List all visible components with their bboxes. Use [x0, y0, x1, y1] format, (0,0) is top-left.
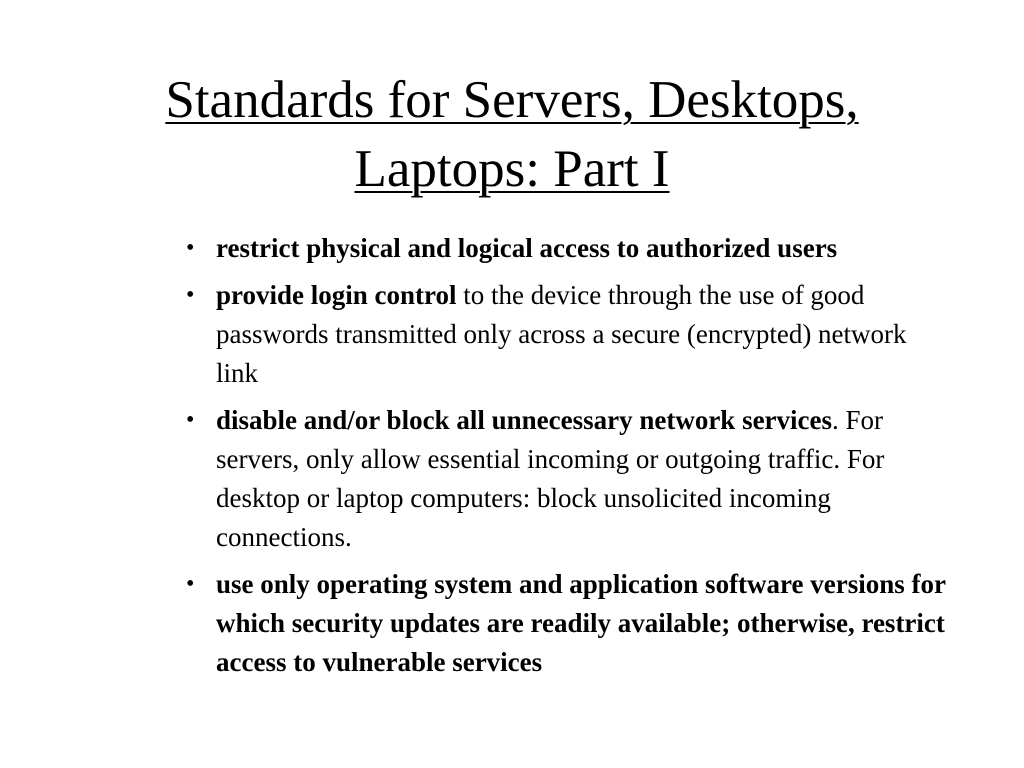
bullet-item	[186, 276, 946, 393]
bullet-bold-text: provide login control	[216, 280, 457, 310]
bullet-dot-icon: •	[186, 571, 195, 597]
slide-title	[60, 66, 964, 204]
slide-title-line-1: Standards for Servers, Desktops,	[165, 71, 859, 129]
bullet-text: to the device through the use of good passwords transmitted only across a secure (encrypted) network link	[216, 280, 907, 388]
bullet-dot-icon: •	[186, 235, 195, 261]
bullet-item	[186, 229, 946, 268]
bullet-item	[186, 401, 946, 557]
bullet-bold-text: disable and/or block all unnecessary network services	[216, 405, 833, 435]
bullet-dot-icon: •	[186, 407, 195, 433]
bullet-bold-text: restrict physical and logical access to authorized users	[216, 233, 838, 263]
bullet-text: . For servers, only allow essential incoming or outgoing traffic. For desktop or laptop computers: block unsolicited incoming connections.	[216, 405, 885, 552]
bullet-list	[186, 229, 946, 690]
bullet-bold-text: use only operating system and application software versions for which security updates are readily available; otherwise, restrict access to vulnerable services	[216, 569, 946, 677]
bullet-item	[186, 565, 946, 682]
slide-title-line-2: Laptops: Part I	[354, 140, 670, 198]
bullet-dot-icon: •	[186, 282, 195, 308]
